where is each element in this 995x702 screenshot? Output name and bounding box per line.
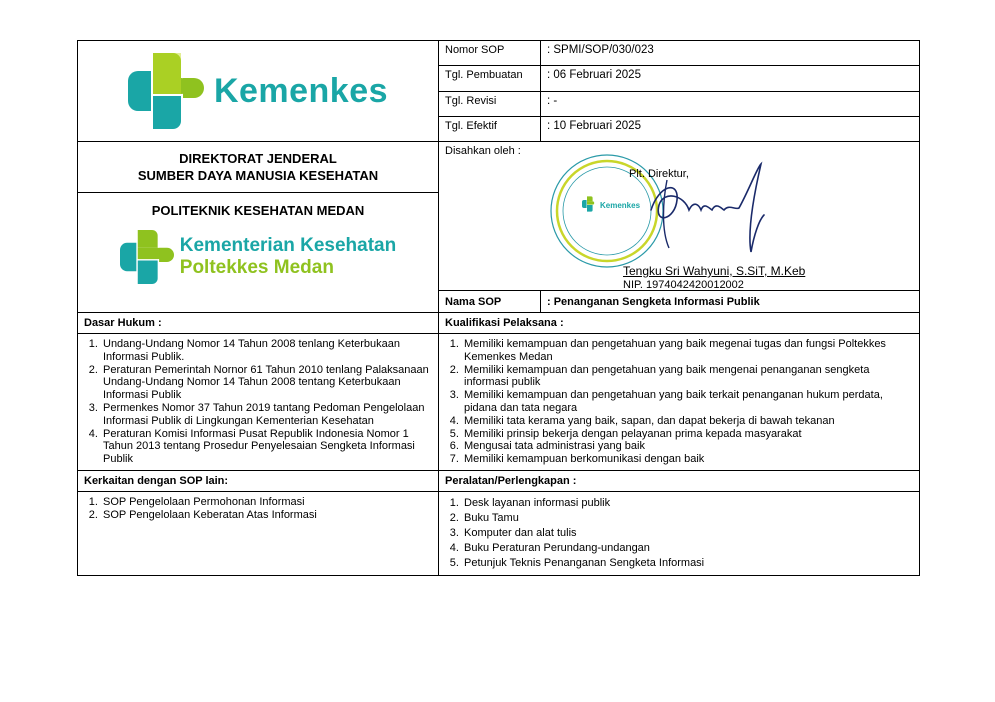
peralatan-cell	[439, 491, 920, 575]
institution-name: POLITEKNIK KESEHATAN MEDAN	[151, 203, 365, 218]
peralatan-title: Peralatan/Perlengkapan :	[439, 470, 920, 491]
signatory-nip: NIP. 1974042420012002	[623, 279, 744, 291]
nama-sop-label: Nama SOP	[439, 291, 541, 313]
list-item: 3. Permenkes Nomor 37 Tahun 2019 tantang Pedoman Pengelolaan Informasi Publik di Lingkungan Kementerian Kesehatan	[101, 402, 430, 428]
list-item: 4. Memiliki tata kerama yang baik, sapan, dan dapat bekerja di bawah tekanan	[462, 415, 911, 428]
poltek-logo-line1: Kementerian Kesehatan	[179, 235, 397, 256]
tgl-revisi-value: : -	[541, 91, 920, 116]
kemenkes-logo-text: Kemenkes	[213, 71, 389, 110]
signatory-name: Tengku Sri Wahyuni, S.SiT, M.Keb	[623, 264, 806, 278]
kualifikasi-title: Kualifikasi Pelaksana :	[439, 313, 920, 334]
tgl-efektif-value: : 10 Februari 2025	[541, 116, 920, 141]
sop-document	[77, 40, 919, 576]
list-item: 2. SOP Pengelolaan Keberatan Atas Informasi	[101, 509, 430, 522]
tgl-pembuatan-label: Tgl. Pembuatan	[439, 66, 541, 91]
poltek-logo-line2: Poltekkes Medan	[179, 257, 334, 278]
list-item: 1. SOP Pengelolaan Permohonan Informasi	[101, 496, 430, 509]
list-item: 4. Peraturan Komisi Informasi Pusat Republik Indonesia Nomor 1 Tahun 2013 tentang Prosedur Penyelesaian Sengketa Informasi Publik	[101, 428, 430, 466]
nomor-sop-value: : SPMI/SOP/030/023	[541, 41, 920, 66]
poltek-logo	[78, 228, 438, 286]
list-item: 2. Peraturan Pemerintah Nornor 61 Tahun 2010 tenlang Palaksanaan Undang-Undang Nomor 14 Tahun 2008 tentang Keterbukaan Informasi Publik	[101, 364, 430, 402]
approval-cell	[439, 142, 920, 291]
plt-direktur: Plt. Direktur,	[629, 168, 689, 180]
list-item: 1. Desk layanan informasi publik	[462, 496, 911, 511]
dasar-hukum-title: Dasar Hukum :	[78, 313, 439, 334]
keterkaitan-list	[78, 492, 438, 526]
peralatan-list	[439, 492, 919, 575]
kemenkes-logo-icon	[128, 51, 204, 131]
sop-body-table	[77, 312, 920, 576]
list-item: 2. Memiliki kemampuan dan pengetahuan yang baik mengenai penanganan sengketa informasi publik	[462, 364, 911, 390]
list-item: 4. Buku Peraturan Perundang-undangan	[462, 541, 911, 556]
tgl-pembuatan-value: : 06 Februari 2025	[541, 66, 920, 91]
kemenkes-logo-cell	[78, 41, 439, 142]
dasar-hukum-cell	[78, 334, 439, 471]
list-item: 1. Undang-Undang Nomor 14 Tahun 2008 tenlang Keterbukaan Informasi Publik.	[101, 338, 430, 364]
list-item: 1. Memiliki kemampuan dan pengetahuan yang baik megenai tugas dan fungsi Poltekkes Kemenkes Medan	[462, 338, 911, 364]
list-item: 7. Memiliki kemampuan berkomunikasi dengan baik	[462, 453, 911, 466]
sop-header-table	[77, 40, 920, 313]
keterkaitan-cell	[78, 491, 439, 575]
directorate-title: DIREKTORAT JENDERAL SUMBER DAYA MANUSIA KESEHATAN	[137, 151, 379, 183]
list-item: 3. Memiliki kemampuan dan pengetahuan yang baik terkait penanganan hukum perdata, pidana dan tata negara	[462, 389, 911, 415]
institution-cell	[78, 142, 439, 313]
nomor-sop-label: Nomor SOP	[439, 41, 541, 66]
handwritten-signature	[639, 160, 769, 255]
tgl-revisi-label: Tgl. Revisi	[439, 91, 541, 116]
dasar-hukum-list	[78, 334, 438, 470]
kualifikasi-cell	[439, 334, 920, 471]
list-item: 5. Petunjuk Teknis Penanganan Sengketa Informasi	[462, 556, 911, 571]
list-item: 2. Buku Tamu	[462, 511, 911, 526]
disahkan-label: Disahkan oleh :	[445, 145, 521, 157]
list-item: 3. Komputer dan alat tulis	[462, 526, 911, 541]
tgl-efektif-label: Tgl. Efektif	[439, 116, 541, 141]
poltek-logo-icon	[120, 228, 174, 286]
list-item: 6. Mengusai tata administrasi yang baik	[462, 440, 911, 453]
stamp-logo-text: Kemenkes	[600, 201, 641, 210]
nama-sop-value: : Penanganan Sengketa Informasi Publik	[541, 291, 920, 313]
keterkaitan-title: Kerkaitan dengan SOP lain:	[78, 470, 439, 491]
list-item: 5. Memiliki prinsip bekerja dengan pelayanan prima kepada masyarakat	[462, 428, 911, 441]
kualifikasi-list	[439, 334, 919, 470]
